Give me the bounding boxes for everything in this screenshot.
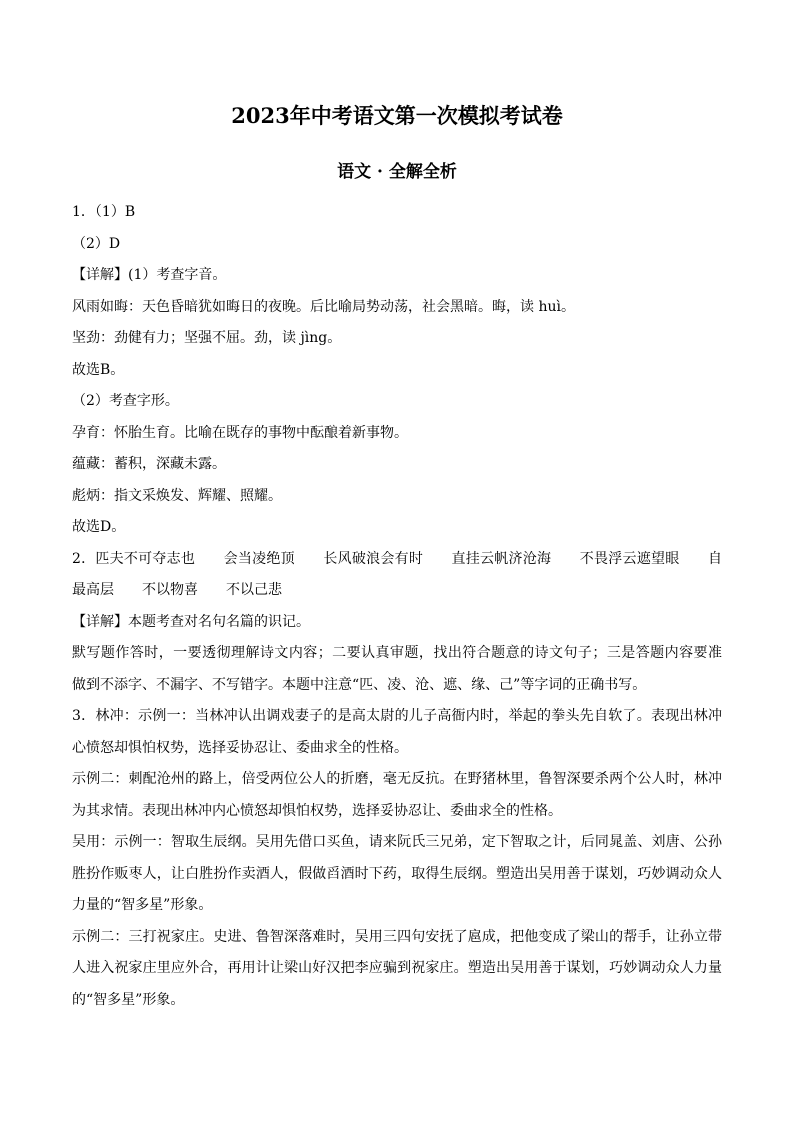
- explanation-line: 风雨如晦：天色昏暗犹如晦日的夜晚。后比喻局势动荡，社会黑暗。晦，读 huì。: [72, 298, 575, 315]
- answer-line-q3: 人进入祝家庄里应外合，再用计让梁山好汉把李应骗到祝家庄。塑造出吴用善于谋划，巧妙调动众人力量: [72, 960, 722, 976]
- answer-line-q2-cont: 最高层 不以物喜 不以己悲: [72, 582, 282, 598]
- answer-line-q3: 为其求情。表现出林冲内心愤怒却惧怕权势，选择妥协忍让、委曲求全的性格。: [72, 802, 562, 819]
- explanation-line: 坚劲：劲健有力；坚强不屈。劲，读 jìng。: [72, 330, 342, 346]
- answer-line-q3: 3．林冲：示例一：当林冲认出调戏妻子的是高太尉的儿子高衙内时，举起的拳头先自软了。表现出林冲: [72, 708, 722, 724]
- answer-line-q3: 心愤怒却惧怕权势，选择妥协忍让、委曲求全的性格。: [72, 739, 408, 756]
- explanation-line: 彪炳：指文采焕发、辉耀、照耀。: [72, 487, 282, 504]
- answer-line-q3: 示例二：刺配沧州的路上，倍受两位公人的折磨，毫无反抗。在野猪林里，鲁智深要杀两个公人时，林冲: [72, 771, 722, 787]
- explanation-line: 故选D。: [72, 519, 126, 535]
- answer-line-q3: 示例二：三打祝家庄。史进、鲁智深落难时，吴用三四句安抚了扈成，把他变成了梁山的帮手，让孙立带: [72, 928, 722, 945]
- explanation-line: （2）考查字形。: [72, 393, 179, 409]
- explanation-line: 孕育：怀胎生育。比喻在既存的事物中酝酿着新事物。: [72, 424, 408, 441]
- answer-line-q2: 2．匹夫不可夺志也 会当凌绝顶 长风破浪会有时 直挂云帆济沧海 不畏浮云遮望眼 自: [72, 550, 722, 567]
- answer-line-q3: 吴用：示例一：智取生辰纲。吴用先借口买鱼，请来阮氏三兄弟，定下智取之计，后同晁盖、刘唐、公孙: [72, 834, 722, 850]
- explanation-line: 故选B。: [72, 361, 125, 378]
- explanation-line: 默写题作答时，一要透彻理解诗文内容；二要认真审题，找出符合题意的诗文句子；三是答题内容要准: [72, 645, 722, 661]
- explanation-heading: 【详解】本题考查对名句名篇的识记。: [72, 613, 310, 630]
- page-title: 2023年中考语文第一次模拟考试卷: [231, 103, 563, 128]
- answer-line-q3: 胜扮作贩枣人，让白胜扮作卖酒人，假做舀酒时下药，取得生辰纲。塑造出吴用善于谋划，巧妙调动众人: [72, 865, 722, 882]
- explanation-heading: 【详解】(1）考查字音。: [72, 267, 227, 283]
- answer-body: [72, 197, 722, 1016]
- explanation-line: 做到不添字、不漏字、不写错字。本题中注意“匹、凌、沧、遮、缘、己”等字词的正确书写。: [72, 676, 647, 693]
- explanation-line: 蕴藏：蓄积，深藏未露。: [72, 456, 226, 472]
- answer-line-q3: 力量的“智多星”形象。: [72, 897, 213, 913]
- answer-line-q1-1: 1．（1）B: [72, 204, 136, 220]
- answer-line-q3: 的“智多星”形象。: [72, 991, 185, 1008]
- page-subtitle: 语文 · 全解全析: [337, 162, 457, 182]
- answer-line-q1-2: （2）D: [72, 235, 121, 252]
